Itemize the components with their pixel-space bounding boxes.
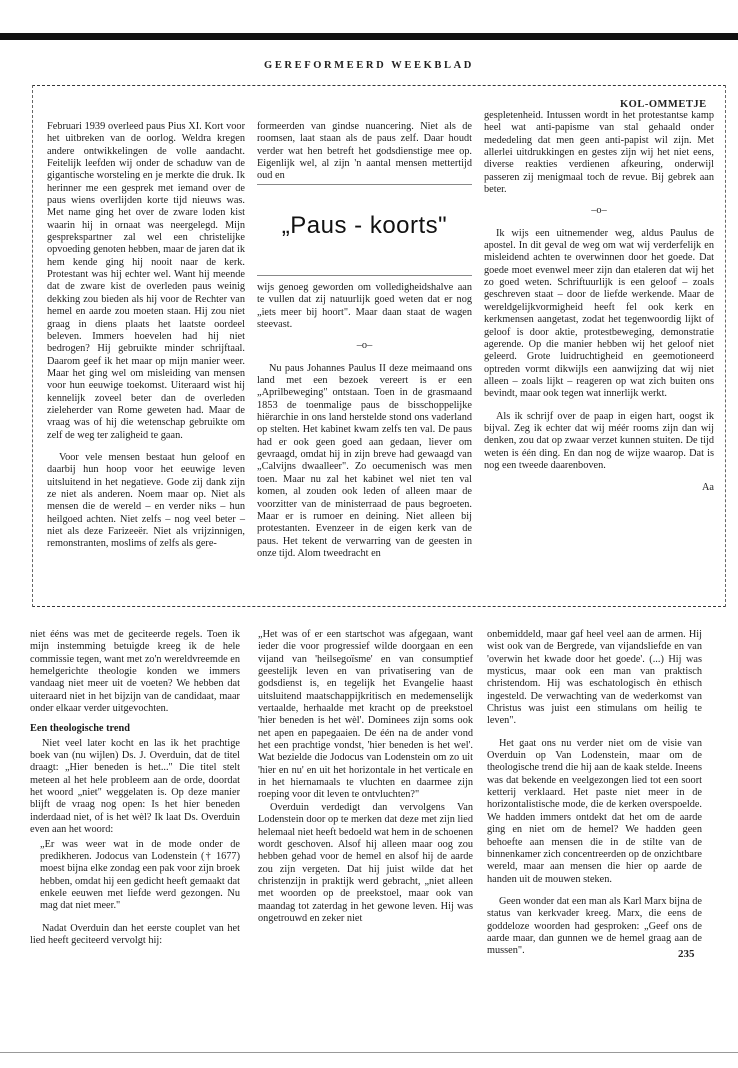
paragraph: Nu paus Johannes Paulus II deze meimaand ons land met een bezoek vereert is er een „Aprilbeweging" ontstaan. Toen in de grasmaand 1853 de toenmalige paus de bisschoppelijke hiërarchie in ons land herstelde stond ons vaderland op stelten. Het kabinet kwam zelfs ten val. De paus had er ook geen goed aan gedaan, liever om gevraagd, omdat hij in zijn breve had gewaagd van „Calvijns dwaalleer". Zo oecumenisch was men toen. Maar nu zal het kabinet wel niet ten val komen, al zouden ook leden of alleen maar de voorzitter van de ministerraad de paus begroeten. Maar er is rumoer en deining. Niet alleen bij protestanten. Evenzeer in de eigen kerk van de paus. Het tekent de verwarring van de geesten in onze tijd. Alom tweedracht en [257, 362, 472, 559]
article-column-2 [257, 282, 472, 560]
section-divider: –o– [356, 340, 373, 352]
paragraph: Als ik schrijf over de paap in eigen hart, oogst ik bijval. Zeg ik echter dat wij méér rooms zijn dan wij denken, zou dat op zwaar verzet kunnen stuiten. De tijd weten is één ding. En dan nog de wijze waarop. Dat is nog een tweede daarenboven. [484, 410, 714, 471]
paragraph: Overduin verdedigt dan vervolgens Van Lodenstein door op te merken dat deze met zijn lied helemaal niet heeft bedoeld wat hem in de schoenen wordt geschoven. Alsof hij alleen maar oog zou hebben gehad voor de hemel en alsof hij de aarde zou zijn vergeten. Dat hij juist wilde dat het christenzijn in praktijk werd gebracht, „niet alleen met woorden op de preekstoel, maar ook van maandag tot zaterdag in het gewone leven. Hij was ongetrouwd en zeker niet [258, 801, 474, 924]
page-number: 235 [678, 948, 695, 960]
paragraph: niet ééns was met de geciteerde regels. Toen ik mijn instemming betuigde kreeg ik de hele commissie tegen, want met zo'n wereldvreemde en hemelgerichte theologie konden we immers vandaag niet meer uit de voeten? We hebben dat uiteraard niet in het bijzijn van de candidaat, maar onder elkaar verder uitgevochten. [30, 629, 240, 715]
lower-column-2 [258, 629, 473, 925]
article-headline: „Paus - koorts" [281, 212, 448, 239]
paragraph: onbemiddeld, maar gaf heel veel aan de armen. Hij wist ook van de Bergrede, van vijandsliefde en van 'overwin het kwade door het goede'. (...) Hij was mysticus, maar ook een man van praktisch christendom. Hij was eschatologisch èn ethisch ingesteld. De verwachting van de wederkomst van Christus was juist een stimulans om heilig te leven". [487, 629, 702, 727]
section-subheading: Een theologische trend [30, 723, 130, 735]
block-quote: „Er was weer wat in de mode onder de predikheren. Jodocus van Lodenstein († 1677) moest bijna elke zondag een pak voor zijn broek hebben, omdat hij een gedicht heeft gemaakt dat enkele eeuwen met liefde werd gezongen. Nu mag dat niet meer." [40, 838, 240, 912]
article-column-3 [484, 110, 714, 495]
article-column-2-top [257, 121, 472, 183]
paragraph: Februari 1939 overleed paus Pius XI. Kort voor het uitbreken van de oorlog. Weldra kregen andere ontwikkelingen de volle aandacht. Feitelijk leefden wij onder de schaduw van de gigantische worsteling en je merkte die druk. Ik herinner me een gesprek met iemand over de paus wiens overlijden korte tijd nieuws was. Met name ging het over de zware loden kist waarin hij in ornaat was neergelegd. Mijn gesprekspartner zal wel een christelijke opvoeding genoten hebben, maar de jaren dat ik hem kende ging hij nooit naar de kerk. Protestant was hij echter wel. Want hij meende dat de zware kist de overleden paus weinig dekking zou bieden als hij voor de Rechter van hemel en aarde zou moeten staan. Hij zou niet graag in diens plaats het laatste oordeel beleven. Immers hoevelen had hij niet bedrogen? Hij gebruikte minder schrijftaal. Daarom geef ik het maar op mijn manier weer. Maar het ging wel om misleiding van mensen voor hun eeuwige toekomst. Uiteraard wist hij kennelijk zoveel beter dan de overleden zieleherder van Rome geweten had. Maar de vraag was of hij die wetenschap gebruikte om zelf de weg ter zaligheid te gaan. [47, 121, 245, 441]
paragraph: Geen wonder dat een man als Karl Marx bijna de status van kerkvader kreeg. Marx, die eens de goddeloze woorden had gesproken: „Geef ons de aarde maar, dan gunnen we de hemel graag aan de mussen". [487, 895, 702, 957]
column-rubric: KOL-OMMETJE [620, 99, 707, 110]
lower-column-1 [30, 629, 240, 947]
section-divider: –o– [591, 205, 607, 217]
paragraph: Ik wijs een uitnemender weg, aldus Paulus de apostel. In dit geval de weg om wat wij verderfelijk en misleidend achten te overwinnen door het goede. Dat goede moet evenwel meer zijn dan etaleren dat wij het zo goed weten. Schriftuurlijk is een geloof – zoals geschreven staat – door de liefde werkende. Maar de wereldgelijkvormigheid heeft fel ook kerk en kerkmensen aangetast, zodat het tegenwoordig lijkt of geloof is door aktie, protestbeweging, demonstratie agerende. Op die manier hebben wij het geloof niet geleerd. Grote luidruchtigheid en geemotioneerd optreden vormt dikwijls een aanwijzing dat wij niet alleen – zoals lijkt – reageren op wat zich buiten ons bevindt, maar ook tegen wat innerlijk werkt. [484, 227, 714, 400]
top-rule [0, 33, 738, 40]
bottom-rule [0, 1052, 738, 1053]
paragraph: „Het was of er een startschot was afgegaan, want ieder die voor progressief wilde doorgaan en een vijand van 'heilsegoïsme' en van consumptief geestelijk leven en van privatisering van de godsdienst is, en tegelijk het Evangelie haast uitsluitend maatschappijkritisch en medemenselijk vertaalde, herhaalde met kracht op de preekstoel 'hier beneden is het wèl'. Dominees zijn soms ook net apen en papegaaien. De één na de ander vond het een prachtige vondst, 'hier beneden is het wel'. Wat bezielde die Jodocus van Lodenstein om zo uit 'hier en nu' en uit het horizontale in het verticale en in het hiernamaals te vluchten en daarmee zijn roeping voor dit leven te ontvluchten?" [258, 629, 473, 801]
lower-column-3 [487, 629, 702, 958]
author-signature: Aa [701, 482, 714, 494]
paragraph: gespletenheid. Intussen wordt in het protestantse kamp heel wat anti-papisme van stal gehaald onder mededeling dat men geen anti-papist wil zijn. Met allerlei uitdrukkingen en gestes zijn wij het niet eens, diverse reakties verdienen afkeuring, onderwijl passeren zij menigmaal toch de revue. Bij gebrek aan beter. [484, 110, 714, 196]
paragraph: Niet veel later kocht en las ik het prachtige boek van (nu wijlen) Ds. J. Overduin, dat de titel draagt: „Hier beneden is het..." Die titel stelt meteen al het hele probleem aan de orde, doordat het woord „niet" weggelaten is. Op deze manier blijft de vraag nog open: Is het hier beneden inderdaad niet, of is het wèl? Ik laat Ds. Overduin even aan het woord: [30, 737, 240, 836]
paragraph: Nadat Overduin dan het eerste couplet van het lied heeft geciteerd vervolgt hij: [30, 922, 240, 946]
paragraph: wijs genoeg geworden om volledigheidshalve aan te vullen dat zij natuurlijk goed weten dat er nog „iets meer bij hoort". Maar daan staat de wagen steevast. [257, 282, 472, 331]
paragraph: Het gaat ons nu verder niet om de visie van Overduin op Van Lodenstein, maar om de theologische trend die hij aan de kaak stelde. Ineens was dat bekende en veelgezongen lied tot een soort ketterij verklaard. Het paste niet meer in de horizontalistische mode, die de kerken overspoelde. We hadden immers ontdekt dat het om de aarde ging en niet om de hemel? We hadden geen behoefte aan mensen die in de stilte van de binnenkamer zich concentreerden op de onzichtbare wereld, maar aan mensen die hier op aarde de handen uit de mouwen steken. [487, 737, 702, 885]
running-header: GEREFORMEERD WEEKBLAD [264, 60, 474, 71]
article-column-1 [47, 121, 245, 551]
headline-box [257, 184, 472, 276]
paragraph: Voor vele mensen bestaat hun geloof en daarbij hun hoop voor het eeuwige leven uitsluitend in het negatieve. Gode zij dank zijn ze niet als anderen. Noem maar op. Niet als mensen die de wereld – en verder niks – hun heilgoed achten. Niet zelfs – nog veel beter – niet als deze Farizeeër. Niet als vrijzinnigen, remonstranten, moslims of zelfs als gere- [47, 451, 245, 550]
paragraph: formeerden van gindse nuancering. Niet als de roomsen, laat staan als de paus zelf. Daar houdt verder wat hen betreft het godsdienstige mee op. Eigenlijk wel, al zijn 'n aantal mensen mettertijd oud en [257, 121, 472, 182]
